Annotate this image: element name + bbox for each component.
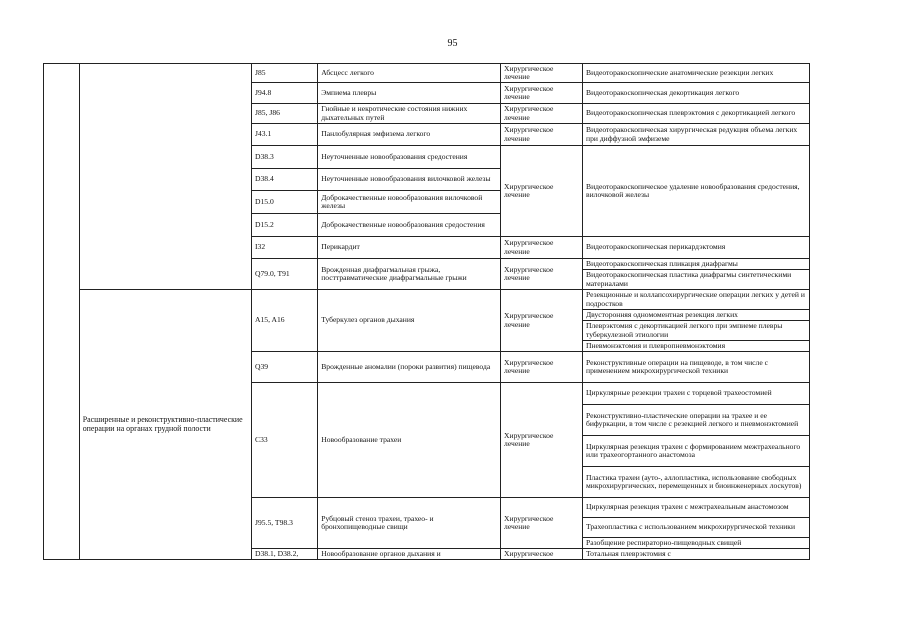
method-cell: Видеоторакоскопическая декортикация легкого	[583, 83, 810, 104]
code-cell: Q39	[252, 352, 318, 383]
row-number-cell	[44, 64, 80, 560]
treatment-cell: Хирургическое лечение	[501, 259, 583, 290]
code-cell: I32	[252, 237, 318, 259]
method-cell: Циркулярные резекции трахеи с торцевой трахеостомией	[583, 383, 810, 405]
treatment-cell: Хирургическое	[501, 549, 583, 560]
method-cell: Циркулярная резекция трахеи с межтрахеальным анастомозом	[583, 498, 810, 518]
method-cell: Циркулярная резекция трахеи с формированием межтрахеального или трахеогортанного анастомоза	[583, 436, 810, 467]
method-cell: Видеоторакоскопическое удаление новообразования средостения, вилочковой железы	[583, 146, 810, 237]
code-cell: D38.4	[252, 169, 318, 191]
diagnosis-cell: Неуточненные новообразования средостения	[318, 146, 501, 169]
diagnosis-cell: Доброкачественные новообразования вилочковой железы	[318, 191, 501, 214]
diagnosis-cell: Новообразование органов дыхания и	[318, 549, 501, 560]
diagnosis-cell: Рубцовый стеноз трахеи, трахео- и бронхопищеводные свищи	[318, 498, 501, 549]
method-cell: Реконструктивные операции на пищеводе, в том числе с применением микрохирургической техники	[583, 352, 810, 383]
method-cell: Видеоторакоскопические анатомические резекции легких	[583, 64, 810, 83]
method-cell: Видеоторакоскопическая плеврэктомия с декортикацией легкого	[583, 104, 810, 124]
method-cell: Разобщение респираторно-пищеводных свищей	[583, 538, 810, 549]
diagnosis-cell: Панлобулярная эмфизема легкого	[318, 124, 501, 146]
method-cell: Пневмонэктомия и плевропневмонэктомия	[583, 341, 810, 352]
diagnosis-cell: Врожденные аномалии (пороки развития) пищевода	[318, 352, 501, 383]
treatment-cell: Хирургическое лечение	[501, 383, 583, 498]
diagnosis-cell: Новообразование трахеи	[318, 383, 501, 498]
code-cell: J94.8	[252, 83, 318, 104]
treatment-cell: Хирургическое лечение	[501, 237, 583, 259]
code-cell: J85, J86	[252, 104, 318, 124]
method-cell: Трахеопластика с использованием микрохирургической техники	[583, 518, 810, 538]
diagnosis-cell: Доброкачественные новообразования средостения	[318, 214, 501, 237]
treatment-cell: Хирургическое лечение	[501, 83, 583, 104]
treatment-cell: Хирургическое лечение	[501, 290, 583, 352]
method-cell: Пластика трахеи (ауто-, аллопластика, использование свободных микрохирургических, перемещенных и биоинженерных лоскутов)	[583, 467, 810, 498]
method-cell: Видеоторакоскопическая пластика диафрагмы синтетическими материалами	[583, 270, 810, 290]
diagnosis-cell: Неуточненные новообразования вилочковой железы	[318, 169, 501, 191]
method-cell: Реконструктивно-пластические операции на трахее и ее бифуркации, в том числе с резекцией легкого и пневмонэктомией	[583, 405, 810, 436]
treatment-cell: Хирургическое лечение	[501, 124, 583, 146]
code-cell: D38.3	[252, 146, 318, 169]
treatment-cell: Хирургическое лечение	[501, 64, 583, 83]
code-cell: D15.2	[252, 214, 318, 237]
treatment-cell: Хирургическое лечение	[501, 498, 583, 549]
diagnosis-cell: Эмпиема плевры	[318, 83, 501, 104]
code-cell: J95.5, T98.3	[252, 498, 318, 549]
method-cell: Плеврэктомия с декортикацией легкого при эмпиеме плевры туберкулезной этиологии	[583, 321, 810, 341]
method-cell: Видеоторакоскопическая перикардэктомия	[583, 237, 810, 259]
treatment-cell: Хирургическое лечение	[501, 146, 583, 237]
method-cell: Видеоторакоскопическая хирургическая редукция объема легких при диффузной эмфиземе	[583, 124, 810, 146]
code-cell: D38.1, D38.2,	[252, 549, 318, 560]
treatment-cell: Хирургическое лечение	[501, 104, 583, 124]
code-cell: A15, A16	[252, 290, 318, 352]
diagnosis-cell: Гнойные и некротические состояния нижних дыхательных путей	[318, 104, 501, 124]
code-cell: C33	[252, 383, 318, 498]
method-cell: Видеоторакоскопическая пликация диафрагмы	[583, 259, 810, 270]
section-cell-previous	[79, 64, 251, 290]
code-cell: J85	[252, 64, 318, 83]
table-row	[44, 290, 810, 310]
code-cell: D15.0	[252, 191, 318, 214]
code-cell: Q79.0, T91	[252, 259, 318, 290]
method-cell: Тотальная плеврэктомия с	[583, 549, 810, 560]
page-number: 95	[447, 38, 458, 49]
diagnosis-cell: Абсцесс легкого	[318, 64, 501, 83]
diagnosis-cell: Врожденная диафрагмальная грыжа, посттравматические диафрагмальные грыжи	[318, 259, 501, 290]
diagnosis-cell: Туберкулез органов дыхания	[318, 290, 501, 352]
section-label: Расширенные и реконструктивно-пластические операции на органах грудной полости	[79, 290, 251, 560]
method-cell: Двусторонняя одномоментная резекция легких	[583, 310, 810, 321]
table-row	[44, 64, 810, 83]
code-cell: J43.1	[252, 124, 318, 146]
procedures-table	[43, 63, 810, 560]
method-cell: Резекционные и коллапсохирургические операции легких у детей и подростков	[583, 290, 810, 310]
treatment-cell: Хирургическое лечение	[501, 352, 583, 383]
diagnosis-cell: Перикардит	[318, 237, 501, 259]
